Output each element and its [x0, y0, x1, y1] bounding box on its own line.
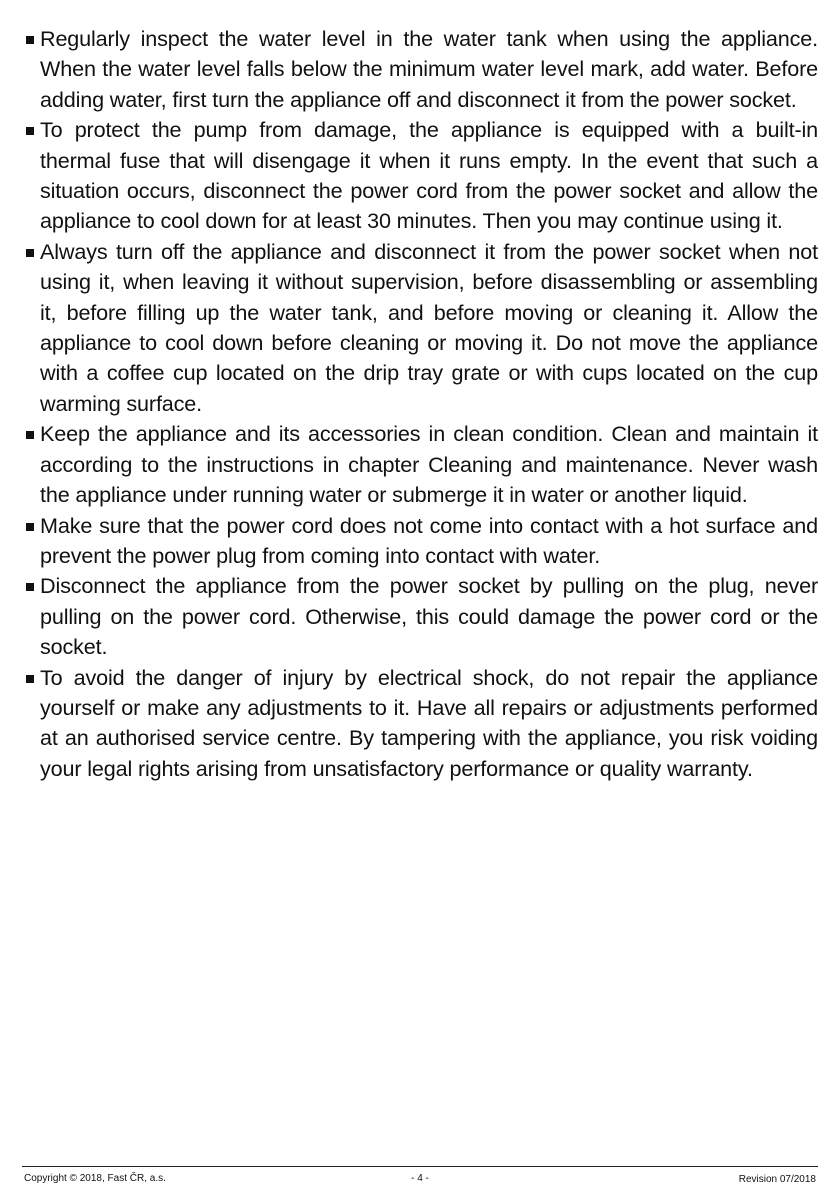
- safety-instructions-list: [22, 24, 818, 784]
- square-bullet-icon: [26, 249, 34, 257]
- bullet-text: Keep the appliance and its accessories in clean condition. Clean and maintain it according to the instructions in chapter Cleaning and maintenance. Never wash the appliance under running water or submerge it in water or another liquid.: [40, 421, 818, 508]
- page-footer: [22, 1166, 818, 1185]
- bullet-text: Always turn off the appliance and disconnect it from the power socket when not using it, when leaving it without supervision, before disassembling or assembling it, before filling up the water tank, and before moving or cleaning it. Allow the appliance to cool down before cleaning or moving it. Do not move the appliance with a coffee cup located on the drip tray grate or with cups located on the cup warming surface.: [40, 238, 818, 416]
- list-item: [22, 571, 818, 662]
- revision-label: Revision 07/2018: [738, 1174, 816, 1185]
- square-bullet-icon: [26, 675, 34, 683]
- bullet-text: Make sure that the power cord does not come into contact with a hot surface and prevent the power plug from coming into contact with water.: [40, 512, 818, 568]
- bullet-text: Regularly inspect the water level in the water tank when using the appliance. When the water level falls below the minimum water level mark, add water. Before adding water, first turn the appliance off and disconnect it from the power socket.: [40, 26, 818, 112]
- list-item: [22, 663, 818, 785]
- square-bullet-icon: [26, 36, 34, 44]
- list-item: [22, 511, 818, 572]
- square-bullet-icon: [26, 127, 34, 135]
- bullet-text: Disconnect the appliance from the power socket by pulling on the plug, never pulling on the power cord. Otherwise, this could damage the power cord or the socket.: [40, 573, 818, 660]
- list-item: [22, 419, 818, 510]
- square-bullet-icon: [26, 523, 34, 531]
- bullet-text: To protect the pump from damage, the appliance is equipped with a built-in thermal fuse that will disengage it when it runs empty. In the event that such a situation occurs, disconnect the power cord from the power socket and allow the appliance to cool down for at least 30 minutes. Then you may continue using it.: [40, 117, 818, 234]
- copyright-text: Copyright © 2018, Fast ČR, a.s.: [24, 1173, 166, 1184]
- bullet-text: To avoid the danger of injury by electrical shock, do not repair the appliance yourself or make any adjustments to it. Have all repairs or adjustments performed at an authorised service centre. By tampering with the appliance, you risk voiding your legal rights arising from unsatisfactory performance or quality warranty.: [40, 664, 818, 781]
- square-bullet-icon: [26, 431, 34, 439]
- document-body: [22, 24, 818, 784]
- list-item: [22, 237, 818, 419]
- square-bullet-icon: [26, 583, 34, 591]
- page-number: - 4 -: [411, 1173, 429, 1184]
- list-item: [22, 115, 818, 237]
- list-item: [22, 24, 818, 115]
